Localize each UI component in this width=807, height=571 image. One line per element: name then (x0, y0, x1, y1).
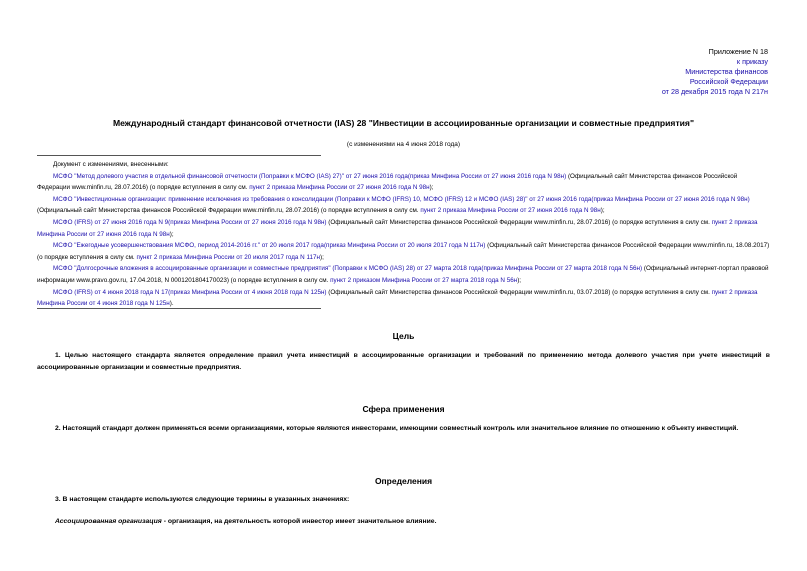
annex-line-1: Приложение N 18 (708, 47, 768, 56)
change-6-order-link[interactable]: (приказ Минфина России от 4 июня 2018 года N 125н) (168, 288, 327, 296)
definitions-heading: Определения (374, 476, 433, 486)
scope-paragraph: 2. Настоящий стандарт должен применяться всеми организациями, которые являются инвесторами, имеющими совместный контроль или значительное влияние по отношению к объекту инвестиций. (55, 425, 739, 432)
change-3-order-link[interactable]: (приказ Минфина России от 27 июня 2016 года N 98н) (168, 218, 327, 226)
definition-text: - организация, на деятельность которой инвестор имеет значительное влияние. (161, 518, 437, 525)
change-2-link[interactable]: МСФО "Инвестиционные организации: применение исключения из требования о консолидации (Поправки к МСФО (IFRS) 10, МСФО (IFRS) 12 и МСФО (IAS) 28)" от 27 июня 2016 года (53, 195, 592, 203)
top-divider (37, 155, 321, 156)
change-4-order-link[interactable]: (приказ Минфина России от 20 июля 2017 года N 117н) (323, 242, 486, 250)
change-5-link[interactable]: МСФО "Долгосрочные вложения в ассоциированные организации и совместные предприятия" (Поправки к МСФО (IAS) 28) от 27 марта 2018 года (53, 265, 482, 273)
change-item-5 (37, 263, 770, 286)
change-6-end: ). (169, 300, 174, 308)
change-2-point-link[interactable]: пункт 2 приказа Минфина России от 27 июня 2016 года N 98н (420, 207, 601, 215)
definition-item (55, 518, 770, 525)
change-3-end: ); (169, 230, 174, 238)
change-6-text: (Официальный сайт Министерства финансов Российской Федерации www.minfin.ru, 03.07.2018) (о порядке вступления в силу см. (326, 288, 712, 296)
change-5-end: ); (517, 276, 522, 284)
document-title: Международный стандарт финансовой отчетности (IAS) 28 "Инвестиции в ассоциированные организации и совместные предприятия" (112, 118, 695, 128)
change-4-end: ); (319, 253, 324, 261)
changes-intro: Документ с изменениями, внесенными: (53, 161, 169, 168)
definitions-paragraph: 3. В настоящем стандарте используются следующие термины в указанных значениях: (55, 496, 350, 503)
annex-line-2[interactable]: к приказу (736, 57, 768, 66)
change-5-text: (Официальный интернет-портал правовой информации www.pravo.gov.ru, 17.04.2018, N 0001201804170023) (о порядке вступления в силу см. (37, 265, 769, 284)
bottom-divider (37, 308, 321, 309)
goal-heading: Цель (392, 331, 415, 341)
goal-paragraph: 1. Целью настоящего стандарта является определение правил учета инвестиций в ассоциированные организации и требований по применению метода долевого участия при учете инвестиций в ассоциированные организации и совместные предприятия. (37, 352, 770, 371)
change-6-point-link[interactable]: пункт 2 приказа Минфина России от 4 июня 2018 года N 125н (37, 288, 758, 308)
edition-note: (с изменениями на 4 июня 2018 года) (346, 141, 461, 148)
change-1-text: (Официальный сайт Министерства финансов Российской Федерации www.minfin.ru, 28.07.2016) (о порядке вступления в силу см. (37, 172, 738, 192)
change-2-text: (Официальный сайт Министерства финансов Российской Федерации www.minfin.ru, 28.07.2016) (о порядке вступления в силу см. (37, 207, 421, 215)
change-3-point-link[interactable]: пункт 2 приказа Минфина России от 27 июня 2016 года N 98н (37, 218, 758, 238)
change-4-link[interactable]: МСФО "Ежегодные усовершенствования МСФО, период 2014-2016 гг." от 20 июля 2017 года (53, 242, 324, 250)
change-1-link[interactable]: МСФО "Метод долевого участия в отдельной финансовой отчетности (Поправки к МСФО (IAS) 27)" от 27 июня 2016 года (53, 172, 408, 180)
change-5-order-link[interactable]: (приказ Минфина России от 27 марта 2018 года N 56н) (481, 265, 643, 273)
annex-line-3[interactable]: Министерства финансов (685, 67, 768, 76)
change-2-order-link[interactable]: (приказ Минфина России от 27 июня 2016 года N 98н) (591, 195, 750, 203)
change-3-link[interactable]: МСФО (IFRS) от 27 июня 2016 года N 9 (53, 218, 169, 226)
change-item-2 (37, 194, 770, 217)
change-item-1 (37, 171, 770, 194)
change-item-3 (37, 217, 770, 240)
change-6-link[interactable]: МСФО (IFRS) от 4 июня 2018 года N 17 (53, 288, 169, 296)
change-item-6 (37, 287, 770, 310)
annex-line-5[interactable]: от 28 декабря 2015 года N 217н (661, 87, 768, 96)
change-1-end: ); (429, 184, 434, 192)
change-4-text: (Официальный сайт Министерства финансов Российской Федерации www.minfin.ru, 18.08.2017) (о порядке вступления в силу см. (37, 242, 770, 261)
change-item-4 (37, 240, 770, 263)
changes-list (37, 159, 770, 310)
annex-block (662, 47, 768, 97)
change-4-point-link[interactable]: пункт 2 приказа Минфина России от 20 июля 2017 года N 117н (136, 253, 320, 261)
annex-line-4[interactable]: Российской Федерации (689, 77, 768, 86)
change-3-text: (Официальный сайт Министерства финансов Российской Федерации www.minfin.ru, 28.07.2016) (о порядке вступления в силу см. (326, 218, 712, 226)
change-1-point-link[interactable]: пункт 2 приказа Минфина России от 27 июня 2016 года N 98н (249, 184, 430, 192)
scope-heading: Сфера применения (362, 404, 445, 414)
change-5-point-link[interactable]: пункт 2 приказом Минфина России от 27 марта 2018 года N 56н (330, 276, 518, 284)
definition-term: Ассоциированная организация (55, 518, 162, 525)
change-2-end: ); (600, 207, 605, 215)
change-1-order-link[interactable]: (приказ Минфина России от 27 июня 2016 года N 98н) (407, 172, 567, 180)
